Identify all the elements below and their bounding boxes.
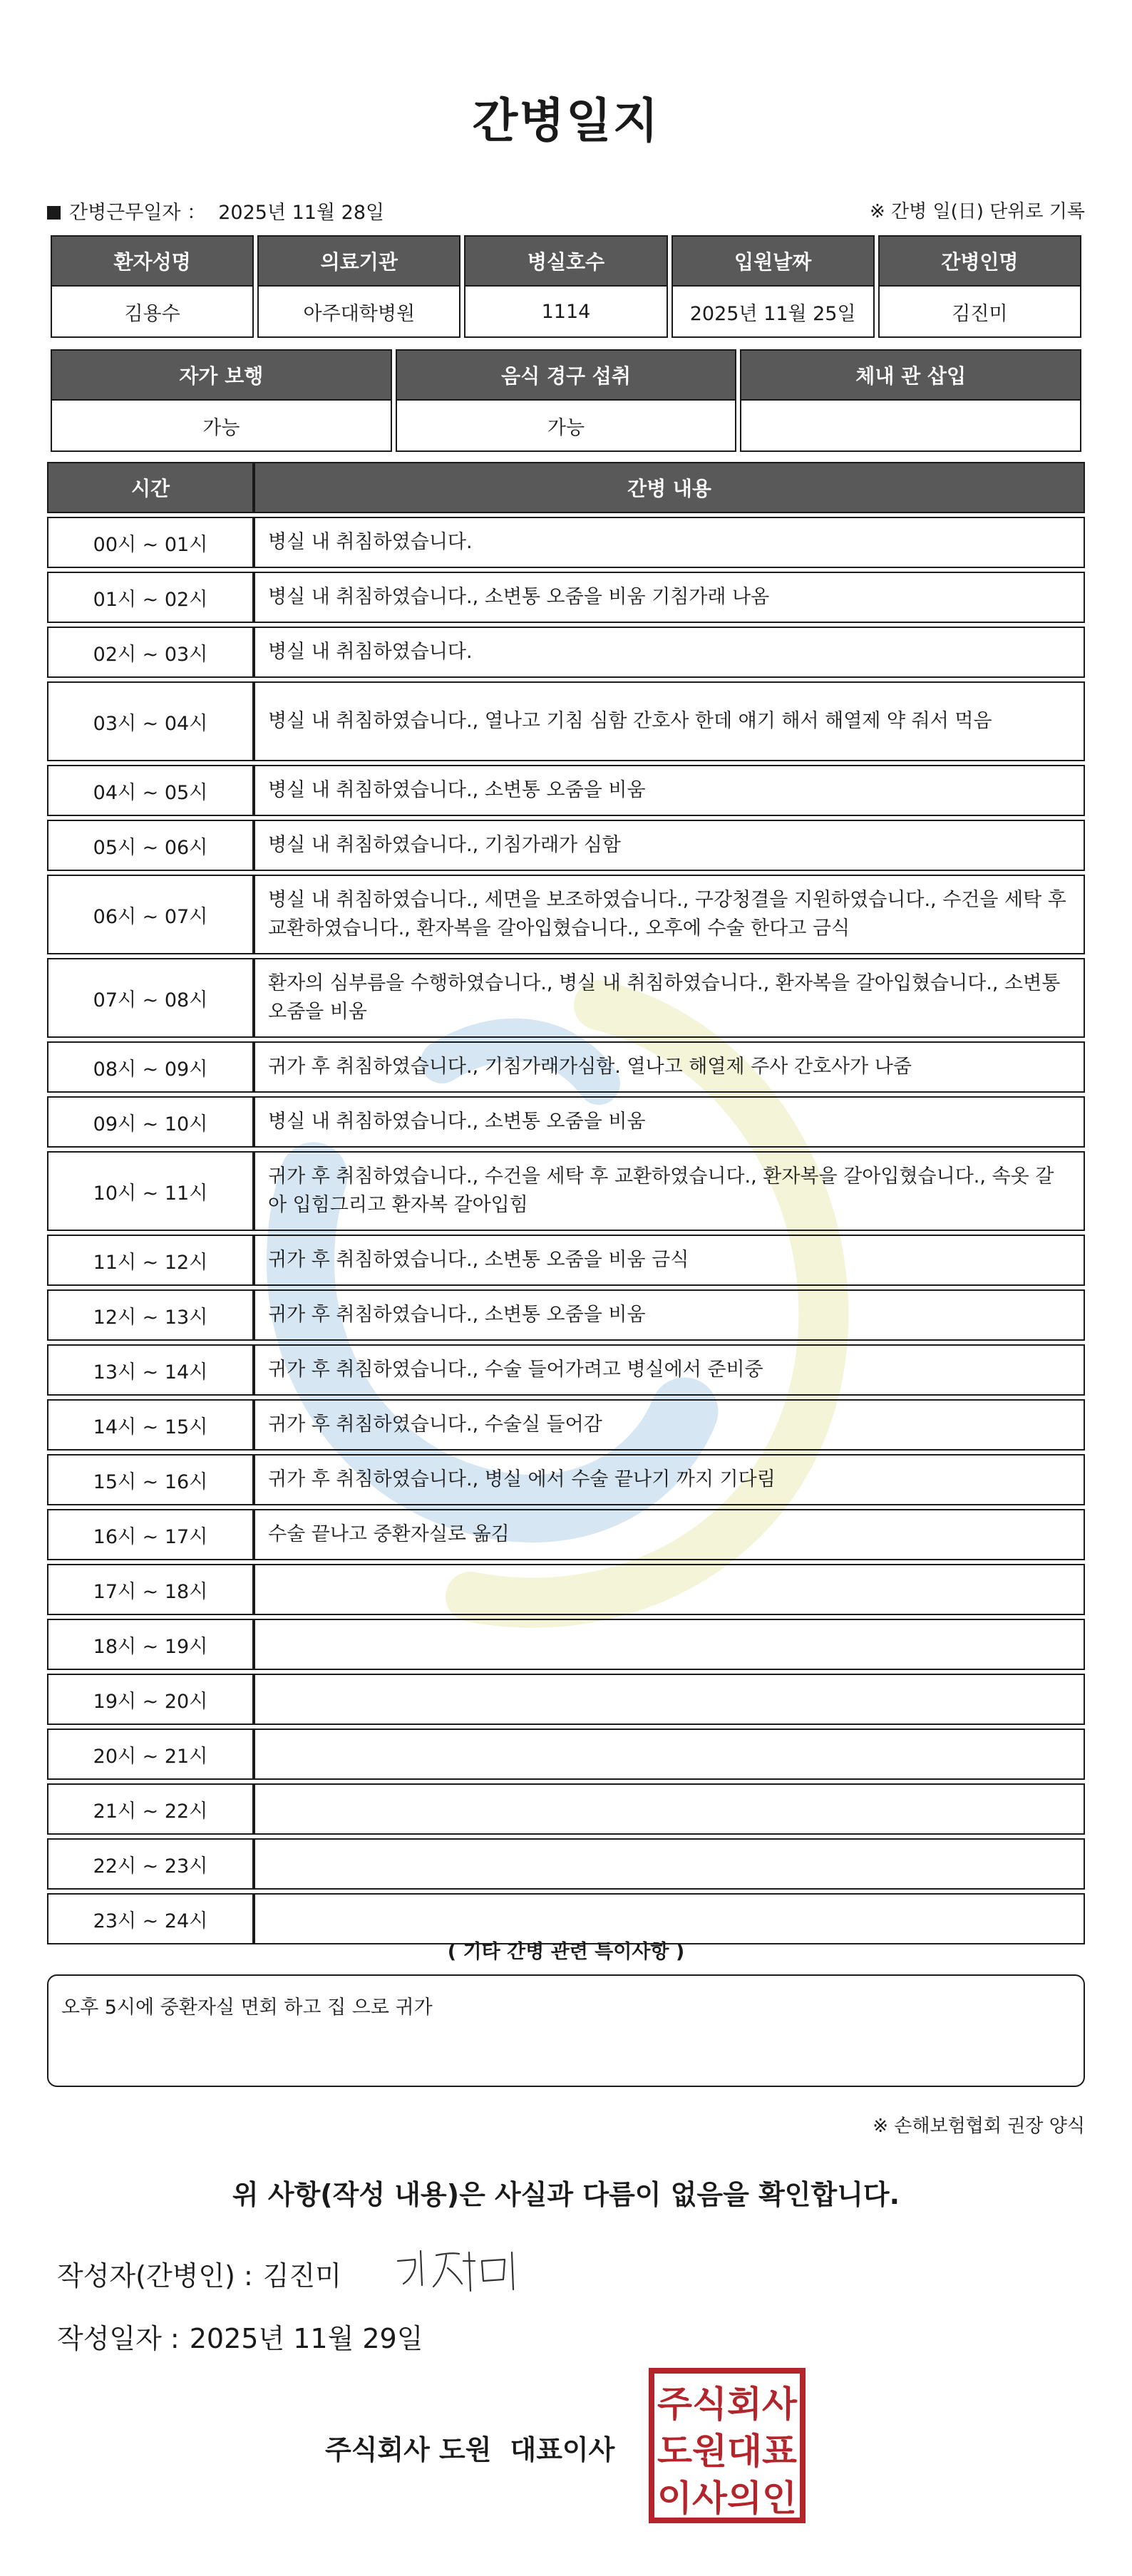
table-row	[47, 1041, 1085, 1093]
table-row	[47, 1509, 1085, 1560]
table-row	[47, 1674, 1085, 1725]
page-title: 간병일지	[472, 93, 660, 148]
log-note: 병실 내 취침하였습니다., 기침가래가 심함	[254, 820, 1085, 871]
seal-line-2: 도원대표	[657, 2431, 798, 2472]
table-row	[47, 572, 1085, 623]
work-date-line	[47, 197, 384, 225]
table-row	[47, 1344, 1085, 1396]
table-row	[47, 1096, 1085, 1148]
special-notes-text: 오후 5시에 중환자실 면회 하고 집 으로 귀가	[61, 1997, 433, 2019]
oral-intake: 가능	[396, 401, 737, 452]
log-note: 귀가 후 취침하였습니다., 기침가래가심함. 열나고 해열제 주사 간호사가 나줌	[254, 1041, 1085, 1093]
tube-insertion	[740, 401, 1081, 452]
log-note	[254, 1783, 1085, 1835]
log-time: 03시 ~ 04시	[47, 681, 254, 761]
log-time: 22시 ~ 23시	[47, 1838, 254, 1890]
special-notes-title: ( 기타 간병 관련 특이사항 )	[447, 1941, 685, 1963]
written-date-value: 2025년 11월 29일	[189, 2323, 423, 2354]
log-note: 병실 내 취침하였습니다., 소변통 오줌을 비움	[254, 765, 1085, 816]
room-number: 1114	[464, 287, 667, 338]
header-room-number: 병실호수	[464, 235, 667, 287]
log-note: 병실 내 취침하였습니다., 소변통 오줌을 비움	[254, 1096, 1085, 1148]
log-time: 07시 ~ 08시	[47, 958, 254, 1038]
table-row	[47, 627, 1085, 678]
log-time: 00시 ~ 01시	[47, 517, 254, 568]
log-note: 귀가 후 취침하였습니다., 수건을 세탁 후 교환하였습니다., 환자복을 갈아입혔습니다., 속옷 갈아 입힘그리고 환자복 갈아입힘	[254, 1151, 1085, 1231]
table-row	[47, 820, 1085, 871]
log-note	[254, 1674, 1085, 1725]
writer-label: 작성자(간병인) :	[57, 2260, 253, 2292]
self-walking: 가능	[51, 401, 392, 452]
company-name: 주식회사 도원	[325, 2434, 492, 2466]
work-date-label: 간병근무일자 ：	[69, 202, 207, 224]
table-row	[47, 1619, 1085, 1670]
admission-date: 2025년 11월 25일	[672, 287, 875, 338]
log-time: 08시 ~ 09시	[47, 1041, 254, 1093]
log-note: 병실 내 취침하였습니다.	[254, 627, 1085, 678]
seal-line-3: 이사의인	[657, 2478, 797, 2519]
log-time: 23시 ~ 24시	[47, 1893, 254, 1944]
header-oral-intake: 음식 경구 섭취	[396, 349, 737, 401]
table-row	[47, 1564, 1085, 1615]
square-bullet-icon	[47, 206, 61, 220]
table-row	[47, 1838, 1085, 1890]
table-row	[47, 958, 1085, 1038]
log-time: 15시 ~ 16시	[47, 1454, 254, 1505]
table-row	[47, 1289, 1085, 1341]
log-note: 귀가 후 취침하였습니다., 수술 들어가려고 병실에서 준비중	[254, 1344, 1085, 1396]
header-admission-date: 입원날짜	[672, 235, 875, 287]
written-date-label: 작성일자 :	[57, 2323, 180, 2354]
log-time: 06시 ~ 07시	[47, 875, 254, 954]
log-time: 16시 ~ 17시	[47, 1509, 254, 1560]
log-time: 20시 ~ 21시	[47, 1729, 254, 1780]
header-self-walking: 자가 보행	[51, 349, 392, 401]
log-time: 04시 ~ 05시	[47, 765, 254, 816]
header-patient-name: 환자성명	[51, 235, 254, 287]
company-representative: 대표이사	[510, 2434, 615, 2466]
table-row	[47, 1399, 1085, 1451]
log-time: 12시 ~ 13시	[47, 1289, 254, 1341]
caregiver-name: 김진미	[878, 287, 1081, 338]
confirmation-statement: 위 사항(작성 내용)은 사실과 다름이 없음을 확인합니다.	[232, 2179, 900, 2210]
log-time: 19시 ~ 20시	[47, 1674, 254, 1725]
header-hospital: 의료기관	[257, 235, 460, 287]
table-row	[47, 1783, 1085, 1835]
log-note: 병실 내 취침하였습니다.	[254, 517, 1085, 568]
special-notes-box	[47, 1974, 1085, 2087]
log-time: 13시 ~ 14시	[47, 1344, 254, 1396]
log-note: 귀가 후 취침하였습니다., 수술실 들어감	[254, 1399, 1085, 1451]
unit-note: ※ 간병 일(日) 단위로 기록	[869, 201, 1085, 222]
header-care-content: 간병 내용	[254, 462, 1085, 513]
writer-name: 김진미	[262, 2260, 341, 2292]
patient-name: 김용수	[51, 287, 254, 338]
header-caregiver-name: 간병인명	[878, 235, 1081, 287]
log-time: 11시 ~ 12시	[47, 1235, 254, 1286]
table-row	[47, 1151, 1085, 1231]
table-row	[47, 875, 1085, 954]
hospital: 아주대학병원	[257, 287, 460, 338]
log-time: 01시 ~ 02시	[47, 572, 254, 623]
log-time: 02시 ~ 03시	[47, 627, 254, 678]
log-note	[254, 1619, 1085, 1670]
source-note: ※ 손해보험협회 권장 양식	[873, 2116, 1085, 2137]
log-time: 17시 ~ 18시	[47, 1564, 254, 1615]
log-time: 05시 ~ 06시	[47, 820, 254, 871]
log-note	[254, 1729, 1085, 1780]
header-tube-insertion: 체내 관 삽입	[740, 349, 1081, 401]
log-note: 귀가 후 취침하였습니다., 소변통 오줌을 비움	[254, 1289, 1085, 1341]
care-log-table	[47, 458, 1085, 1948]
table-row	[47, 765, 1085, 816]
log-time: 18시 ~ 19시	[47, 1619, 254, 1670]
log-note: 귀가 후 취침하였습니다., 소변통 오줌을 비움 금식	[254, 1235, 1085, 1286]
log-note	[254, 1838, 1085, 1890]
log-time: 14시 ~ 15시	[47, 1399, 254, 1451]
patient-info-table	[47, 235, 1085, 338]
company-seal-stamp	[647, 2366, 807, 2525]
table-row	[47, 1454, 1085, 1505]
log-note: 병실 내 취침하였습니다., 세면을 보조하였습니다., 구강청결을 지원하였습니다., 수건을 세탁 후 교환하였습니다., 환자복을 갈아입혔습니다., 오후에 수술 한다고 금식	[254, 875, 1085, 954]
written-date-line	[57, 2317, 423, 2356]
table-row	[47, 1235, 1085, 1286]
handwritten-signature	[391, 2240, 526, 2297]
log-time: 10시 ~ 11시	[47, 1151, 254, 1231]
seal-line-1: 주식회사	[657, 2384, 798, 2425]
log-note: 병실 내 취침하였습니다., 소변통 오줌을 비움 기침가래 나옴	[254, 572, 1085, 623]
company-line	[325, 2428, 614, 2467]
log-note: 수술 끝나고 중환자실로 옮김	[254, 1509, 1085, 1560]
table-row	[47, 1729, 1085, 1780]
log-time: 09시 ~ 10시	[47, 1096, 254, 1148]
table-row	[47, 517, 1085, 568]
log-note: 병실 내 취침하였습니다., 열나고 기침 심함 간호사 한데 얘기 해서 해열제 약 줘서 먹음	[254, 681, 1085, 761]
log-note	[254, 1564, 1085, 1615]
log-time: 21시 ~ 22시	[47, 1783, 254, 1835]
log-note: 귀가 후 취침하였습니다., 병실 에서 수술 끝나기 까지 기다림	[254, 1454, 1085, 1505]
table-row	[47, 681, 1085, 761]
work-date-value: 2025년 11월 28일	[218, 202, 385, 224]
log-note: 환자의 심부름을 수행하였습니다., 병실 내 취침하였습니다., 환자복을 갈아입혔습니다., 소변통 오줌을 비움	[254, 958, 1085, 1038]
writer-line	[57, 2254, 341, 2293]
patient-status-table	[47, 349, 1085, 452]
header-time: 시간	[47, 462, 254, 513]
